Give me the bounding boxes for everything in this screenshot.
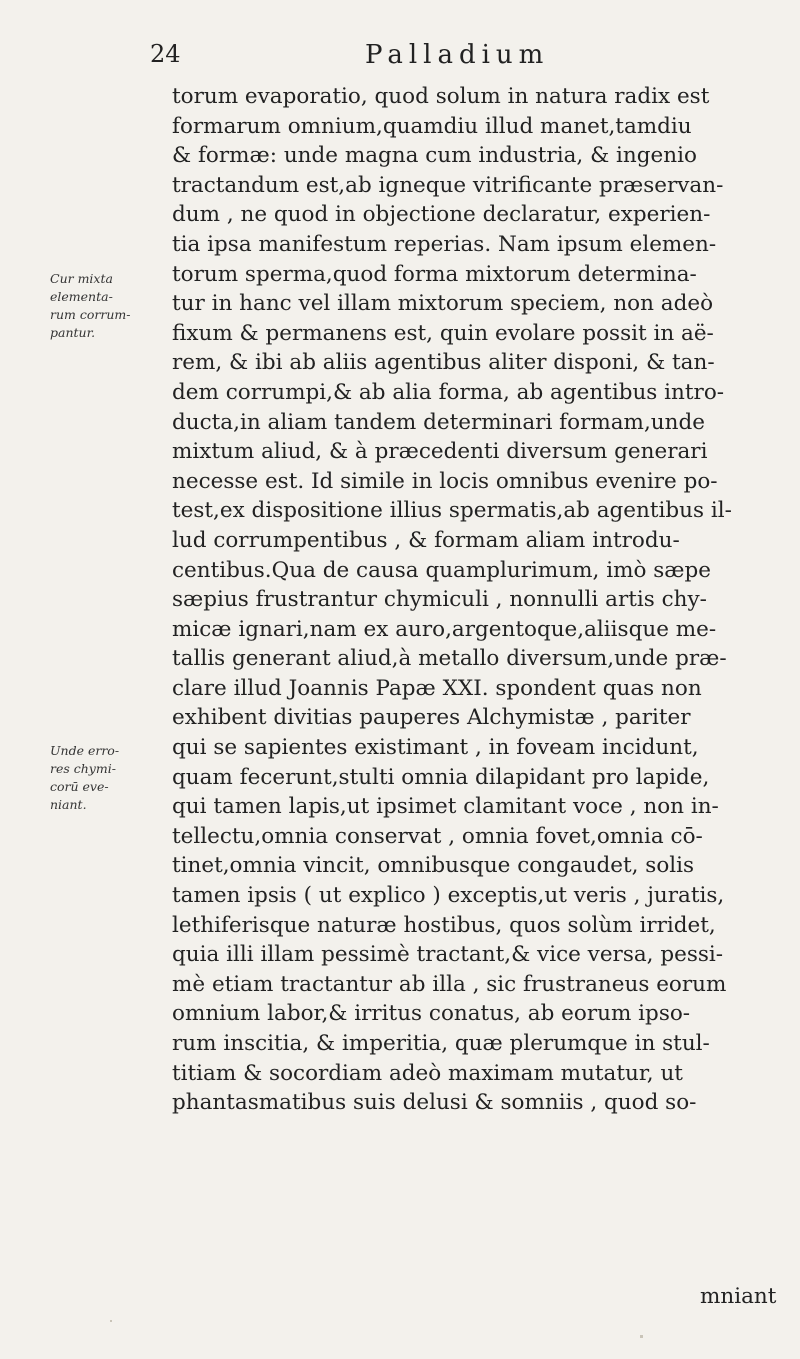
text-line: qui tamen lapis,ut ipsimet clamitant voce , non in- (172, 794, 719, 820)
text-line: & formæ: unde magna cum industria, & ingenio (172, 143, 697, 169)
text-line: micæ ignari,nam ex auro,argentoque,aliisque me- (172, 616, 717, 642)
text-line: rem, & ibi ab aliis agentibus aliter disponi, & tan- (172, 350, 715, 376)
text-line: fixum & permanens est, quin evolare possit in aë- (172, 320, 714, 346)
text-line: necesse est. Id simile in locis omnibus evenire po- (172, 468, 718, 494)
marginal-line: res chymi- (50, 761, 116, 776)
text-line: qui se sapientes existimant , in foveam incidunt, (172, 735, 699, 761)
paper-speck (640, 1335, 643, 1338)
paper-speck (110, 1320, 112, 1322)
page-number: 24 (150, 40, 181, 68)
marginal-line: corū eve- (50, 779, 109, 794)
text-line: mixtum aliud, & à præcedenti diversum generari (172, 439, 708, 465)
text-line: omnium labor,& irritus conatus, ab eorum ipso- (172, 1001, 691, 1027)
text-line: exhibent divitias pauperes Alchymistæ , pariter (172, 705, 691, 731)
text-line: quia illi illam pessimè tractant,& vice versa, pessi- (172, 942, 724, 968)
catchword: mniant (700, 1284, 777, 1309)
text-line: formarum omnium,quamdiu illud manet,tamdiu (172, 113, 692, 139)
text-line: lud corrumpentibus , & formam aliam introdu- (172, 527, 680, 553)
text-line: tia ipsa manifestum reperias. Nam ipsum elemen- (172, 231, 717, 257)
text-line: clare illud Joannis Papæ XXI. spondent quas non (172, 675, 702, 701)
marginal-line: niant. (50, 797, 87, 812)
text-line: tur in hanc vel illam mixtorum speciem, non adeò (172, 291, 714, 317)
text-line: tamen ipsis ( ut explico ) exceptis,ut veris , juratis, (172, 883, 725, 909)
marginal-line: pantur. (50, 325, 96, 340)
text-line: ducta,in aliam tandem determinari formam,unde (172, 409, 705, 435)
text-line: mè etiam tractantur ab illa , sic frustraneus eorum (172, 971, 727, 997)
text-line: test,ex dispositione illius spermatis,ab agentibus il- (172, 498, 732, 524)
text-line: lethiferisque naturæ hostibus, quos solùm irridet, (172, 912, 716, 938)
marginal-line: rum corrum- (50, 307, 131, 322)
marginal-line: elementa- (50, 289, 113, 304)
marginal-line: Unde erro- (50, 743, 120, 758)
text-line: tellectu,omnia conservat , omnia fovet,omnia cō- (172, 823, 703, 849)
text-line: torum evaporatio, quod solum in natura radix est (172, 84, 710, 109)
marginal-note-2 (50, 742, 168, 814)
text-line: quam fecerunt,stulti omnia dilapidant pro lapide, (172, 764, 710, 790)
text-line: sæpius frustrantur chymiculi , nonnulli artis chy- (172, 587, 707, 613)
text-line: torum sperma,quod forma mixtorum determina- (172, 261, 697, 287)
running-title: Palladium (365, 40, 550, 70)
text-line: tallis generant aliud,à metallo diversum,unde præ- (172, 646, 727, 672)
body-text (172, 82, 772, 1118)
text-line: phantasmatibus suis delusi & somniis , quod so- (172, 1090, 697, 1116)
marginal-note-1 (50, 270, 168, 342)
text-line: dem corrumpi,& ab alia forma, ab agentibus intro- (172, 379, 725, 405)
text-line: tractandum est,ab igneque vitrificante præservan- (172, 172, 724, 198)
text-line: centibus.Qua de causa quamplurimum, imò sæpe (172, 557, 711, 583)
marginal-line: Cur mixta (50, 271, 113, 286)
text-line: rum inscitia, & imperitia, quæ plerumque in stul- (172, 1031, 710, 1056)
text-line: tinet,omnia vincit, omnibusque congaudet, solis (172, 853, 695, 879)
page-header (150, 40, 710, 80)
text-line: titiam & socordiam adeò maximam mutatur, ut (172, 1060, 683, 1086)
text-line: dum , ne quod in objectione declaratur, experien- (172, 202, 711, 228)
